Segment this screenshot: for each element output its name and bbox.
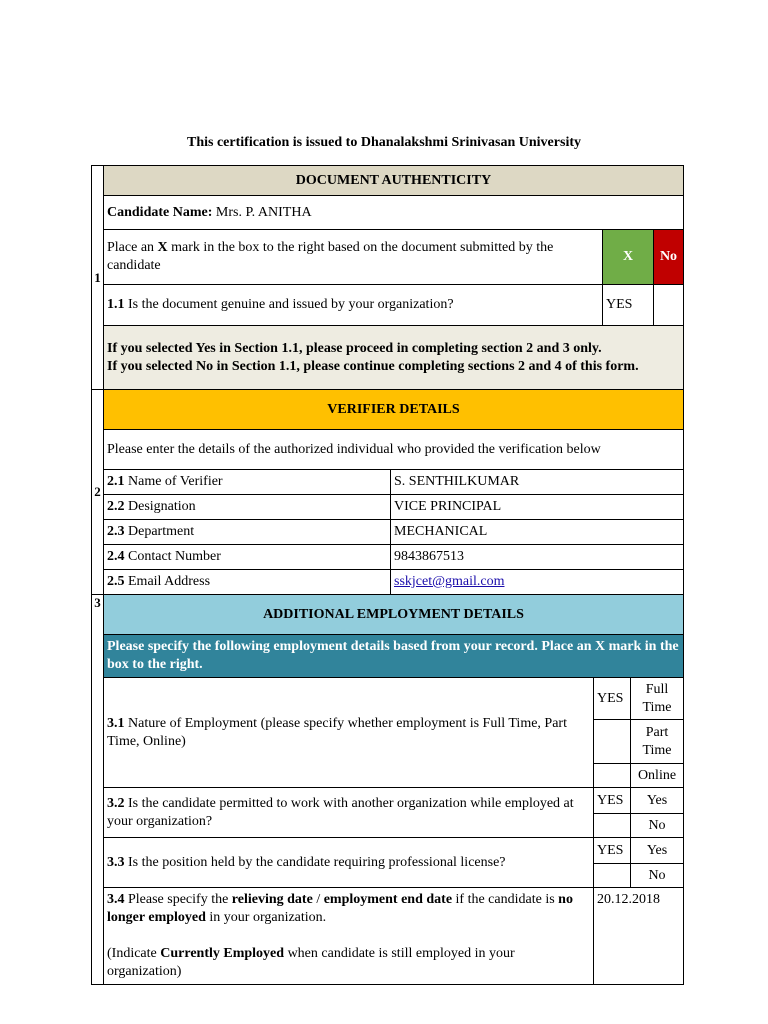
verifier-row-label: 2.2 Designation (103, 494, 391, 520)
page-title: This certification is issued to Dhanalakshmi Srinivasan University (187, 135, 581, 150)
q11-answer-cell[interactable]: YES (602, 284, 654, 326)
q31-full-time-mark[interactable]: YES (593, 677, 631, 720)
section-1-heading: DOCUMENT AUTHENTICITY (103, 165, 684, 196)
verifier-row-value: S. SENTHILKUMAR (390, 469, 684, 495)
verifier-row-value: 9843867513 (390, 544, 684, 570)
q34-instruction: 3.4 Please specify the relieving date / employment end date if the candidate is no longer employed in your organization. (107, 892, 573, 925)
note-line-2: If you selected No in Section 1.1, please continue completing sections 2 and 4 of this form. (107, 358, 639, 374)
q32-no-mark[interactable] (593, 813, 631, 838)
q33-no-label: No (630, 863, 684, 888)
q34-indication-note: (Indicate Currently Employed when candidate is still employed in your organization) (107, 946, 519, 979)
q32-no-label: No (630, 813, 684, 838)
candidate-name-row (103, 195, 684, 230)
col-no-header: No (653, 229, 684, 285)
email-link[interactable]: sskjcet@gmail.com (394, 574, 505, 589)
employment-instruction: Please specify the following employment details based from your record. Place an X mark in the box to the right. (103, 634, 684, 678)
q34-answer-cell[interactable]: 20.12.2018 (593, 887, 684, 985)
q31-part-time-mark[interactable] (593, 719, 631, 764)
section-1-number: 1 (91, 165, 104, 390)
verifier-row-value (390, 569, 684, 595)
verifier-row-label: 2.4 Contact Number (103, 544, 391, 570)
verifier-row-label: 2.3 Department (103, 519, 391, 545)
col-x-header: X (602, 229, 654, 285)
verifier-row-value: VICE PRINCIPAL (390, 494, 684, 520)
q33-no-mark[interactable] (593, 863, 631, 888)
section-1-note (103, 325, 684, 390)
question-3-4 (103, 887, 594, 985)
q31-online-label: Online (630, 763, 684, 788)
q32-yes-mark[interactable]: YES (593, 787, 631, 814)
section-2-number: 2 (91, 389, 104, 595)
candidate-name-label: Candidate Name: (107, 204, 213, 220)
q33-yes-mark[interactable]: YES (593, 837, 631, 864)
candidate-name-value: Mrs. P. ANITHA (212, 204, 312, 220)
section-3-number: 3 (91, 594, 104, 985)
verifier-instruction: Please enter the details of the authorized individual who provided the verification below (103, 429, 684, 470)
section-2-heading: VERIFIER DETAILS (103, 389, 684, 430)
q33-yes-label: Yes (630, 837, 684, 864)
q11-no-cell[interactable] (653, 284, 684, 326)
question-3-1: 3.1 Nature of Employment (please specify whether employment is Full Time, Part Time, Online) (103, 677, 594, 788)
question-1-1: 1.1 Is the document genuine and issued by your organization? (103, 284, 603, 326)
q31-full-time-label: Full Time (630, 677, 684, 720)
q31-online-mark[interactable] (593, 763, 631, 788)
section-3-heading: ADDITIONAL EMPLOYMENT DETAILS (103, 594, 684, 635)
verifier-row-label: 2.1 Name of Verifier (103, 469, 391, 495)
instruction-cell: Place an X mark in the box to the right based on the document submitted by the candidate (103, 229, 603, 285)
verifier-row-label: 2.5 Email Address (103, 569, 391, 595)
note-line-1: If you selected Yes in Section 1.1, please proceed in completing section 2 and 3 only. (107, 340, 602, 356)
question-3-3: 3.3 Is the position held by the candidate requiring professional license? (103, 837, 594, 888)
question-3-2: 3.2 Is the candidate permitted to work with another organization while employed at your organization? (103, 787, 594, 838)
q32-yes-label: Yes (630, 787, 684, 814)
verifier-row-value: MECHANICAL (390, 519, 684, 545)
q31-part-time-label: Part Time (630, 719, 684, 764)
